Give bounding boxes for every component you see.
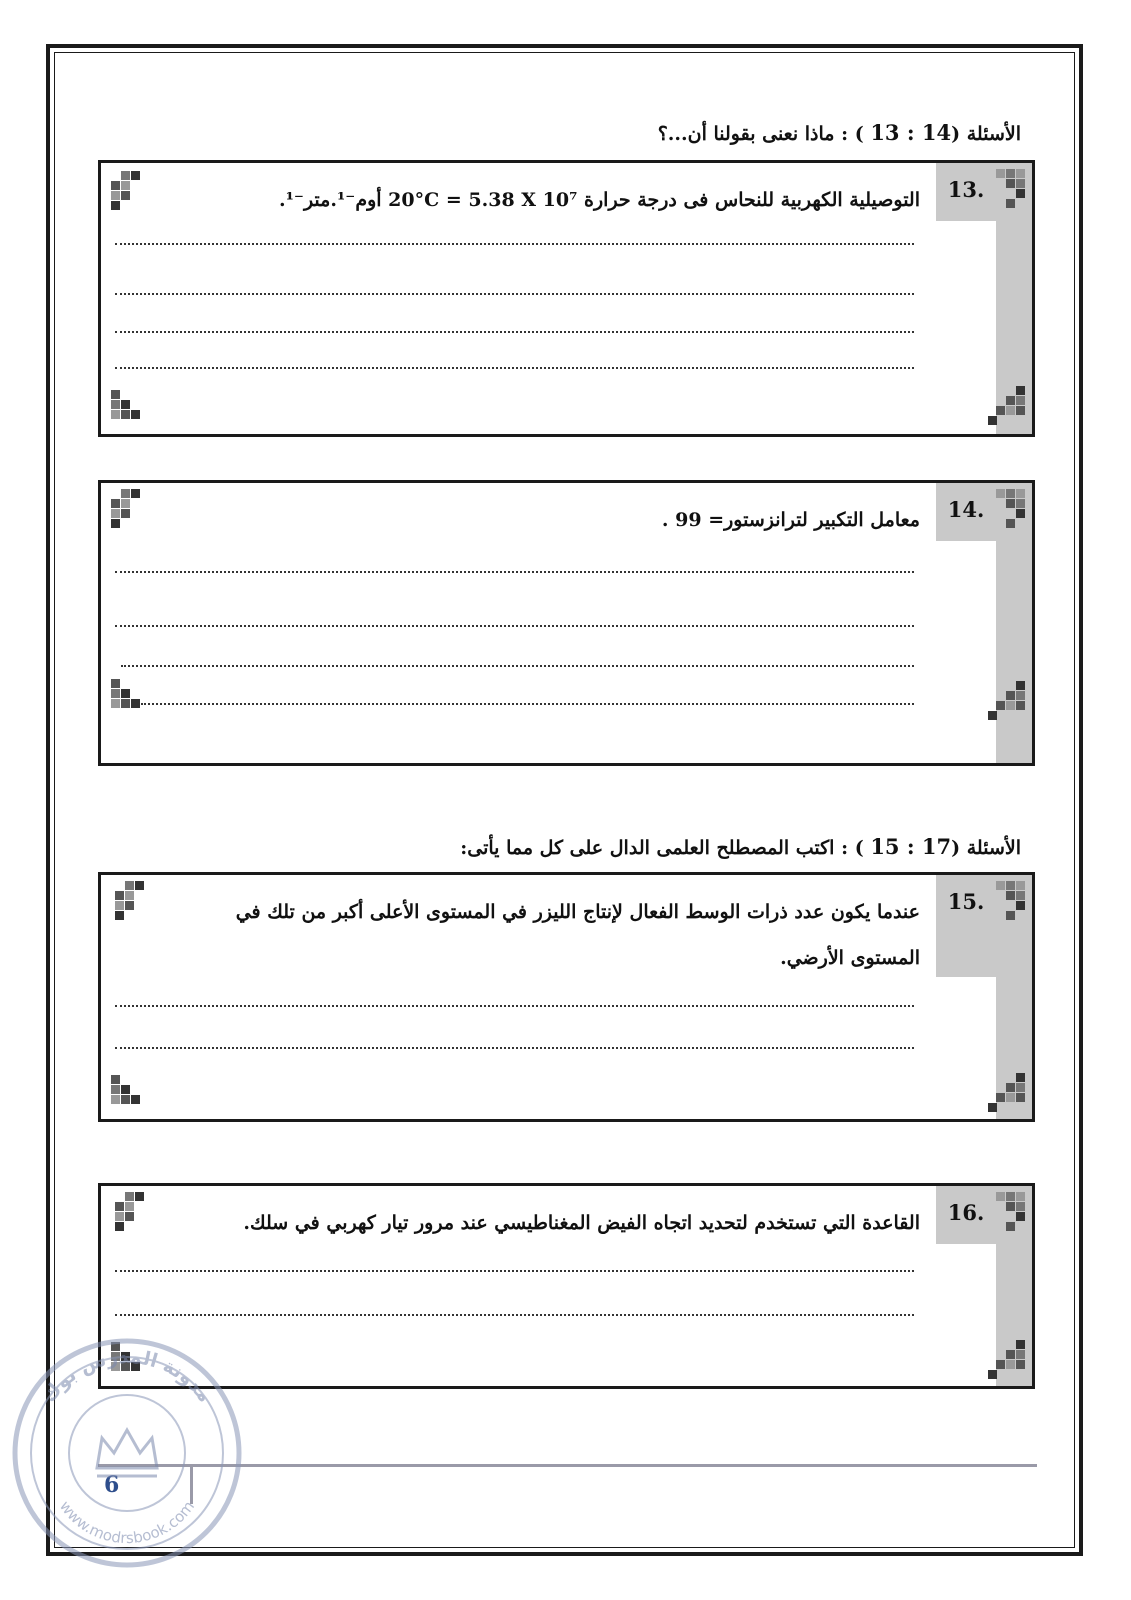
section-heading-suffix: ) : ماذا نعنى بقولنا أن...؟ bbox=[657, 123, 864, 145]
corner-ornament-icon bbox=[988, 1340, 1028, 1380]
corner-ornament-icon bbox=[107, 489, 147, 529]
question-text bbox=[121, 889, 920, 981]
section-heading-13-14 bbox=[658, 120, 1021, 145]
answer-line bbox=[115, 289, 914, 295]
answer-line bbox=[115, 1001, 914, 1007]
watermark-url: www.modrsbook.com bbox=[55, 1497, 199, 1548]
question-box-15 bbox=[98, 872, 1035, 1122]
corner-ornament-icon bbox=[107, 1075, 147, 1115]
corner-ornament-icon bbox=[988, 386, 1028, 426]
question-box-14 bbox=[98, 480, 1035, 766]
question-text: القاعدة التي تستخدم لتحديد اتجاه الفيض المغناطيسي عند مرور تيار كهربي في سلك. bbox=[243, 1212, 920, 1234]
question-text-b: أوم⁻¹.متر⁻¹. bbox=[278, 189, 382, 211]
watermark-stamp bbox=[2, 1328, 252, 1578]
answer-line bbox=[115, 363, 914, 369]
corner-ornament-icon bbox=[988, 169, 1028, 209]
answer-line bbox=[115, 1266, 914, 1272]
watermark-text: مدونة المدرس بوك bbox=[38, 1345, 216, 1407]
question-text-a: التوصيلية الكهربية للنحاس فى درجة حرارة bbox=[584, 189, 920, 211]
corner-ornament-icon bbox=[988, 881, 1028, 921]
answer-line bbox=[115, 239, 914, 245]
question-number: 16. bbox=[936, 1186, 996, 1244]
corner-ornament-icon bbox=[107, 679, 147, 719]
crown-icon bbox=[97, 1430, 157, 1476]
corner-ornament-icon bbox=[988, 1073, 1028, 1113]
page-number: 6 bbox=[104, 1472, 120, 1498]
question-number: 14. bbox=[936, 483, 996, 541]
question-formula: 20°C = 5.38 X 10⁷ bbox=[388, 189, 578, 211]
section-heading-prefix: الأسئلة ( bbox=[951, 837, 1021, 859]
answer-line bbox=[121, 661, 914, 667]
svg-text:www.modrsbook.com bbox=[56, 1497, 198, 1547]
answer-line bbox=[115, 327, 914, 333]
section-heading-prefix: الأسئلة ( bbox=[951, 123, 1021, 145]
corner-ornament-icon bbox=[988, 681, 1028, 721]
answer-line bbox=[115, 1043, 914, 1049]
corner-ornament-icon bbox=[988, 1192, 1028, 1232]
question-text bbox=[121, 177, 920, 223]
question-text: معامل التكبير لترانزستور= 99 . bbox=[661, 509, 920, 531]
answer-line bbox=[115, 1310, 914, 1316]
question-text-line-1: عندما يكون عدد ذرات الوسط الفعال لإنتاج الليزر في المستوى الأعلى أكبر من تلك في bbox=[235, 901, 920, 923]
corner-ornament-icon bbox=[111, 881, 151, 921]
corner-ornament-icon bbox=[107, 390, 147, 430]
answer-line bbox=[115, 567, 914, 573]
answer-line bbox=[141, 699, 914, 705]
question-number: 15. bbox=[936, 875, 996, 977]
section-heading-range: 13 : 14 bbox=[870, 120, 952, 145]
section-heading-range: 15 : 17 bbox=[870, 834, 952, 859]
section-heading-15-17 bbox=[460, 834, 1021, 859]
question-box-13 bbox=[98, 160, 1035, 437]
question-number: 13. bbox=[936, 163, 996, 221]
svg-text:مدونة المدرس بوك bbox=[38, 1346, 216, 1407]
corner-ornament-icon bbox=[107, 171, 147, 211]
corner-ornament-icon bbox=[111, 1192, 151, 1232]
question-text-line-2: المستوى الأرضي. bbox=[780, 947, 920, 969]
section-heading-suffix: ) : اكتب المصطلح العلمى الدال على كل مما يأتى: bbox=[460, 837, 864, 859]
answer-line bbox=[115, 621, 914, 627]
corner-ornament-icon bbox=[988, 489, 1028, 529]
